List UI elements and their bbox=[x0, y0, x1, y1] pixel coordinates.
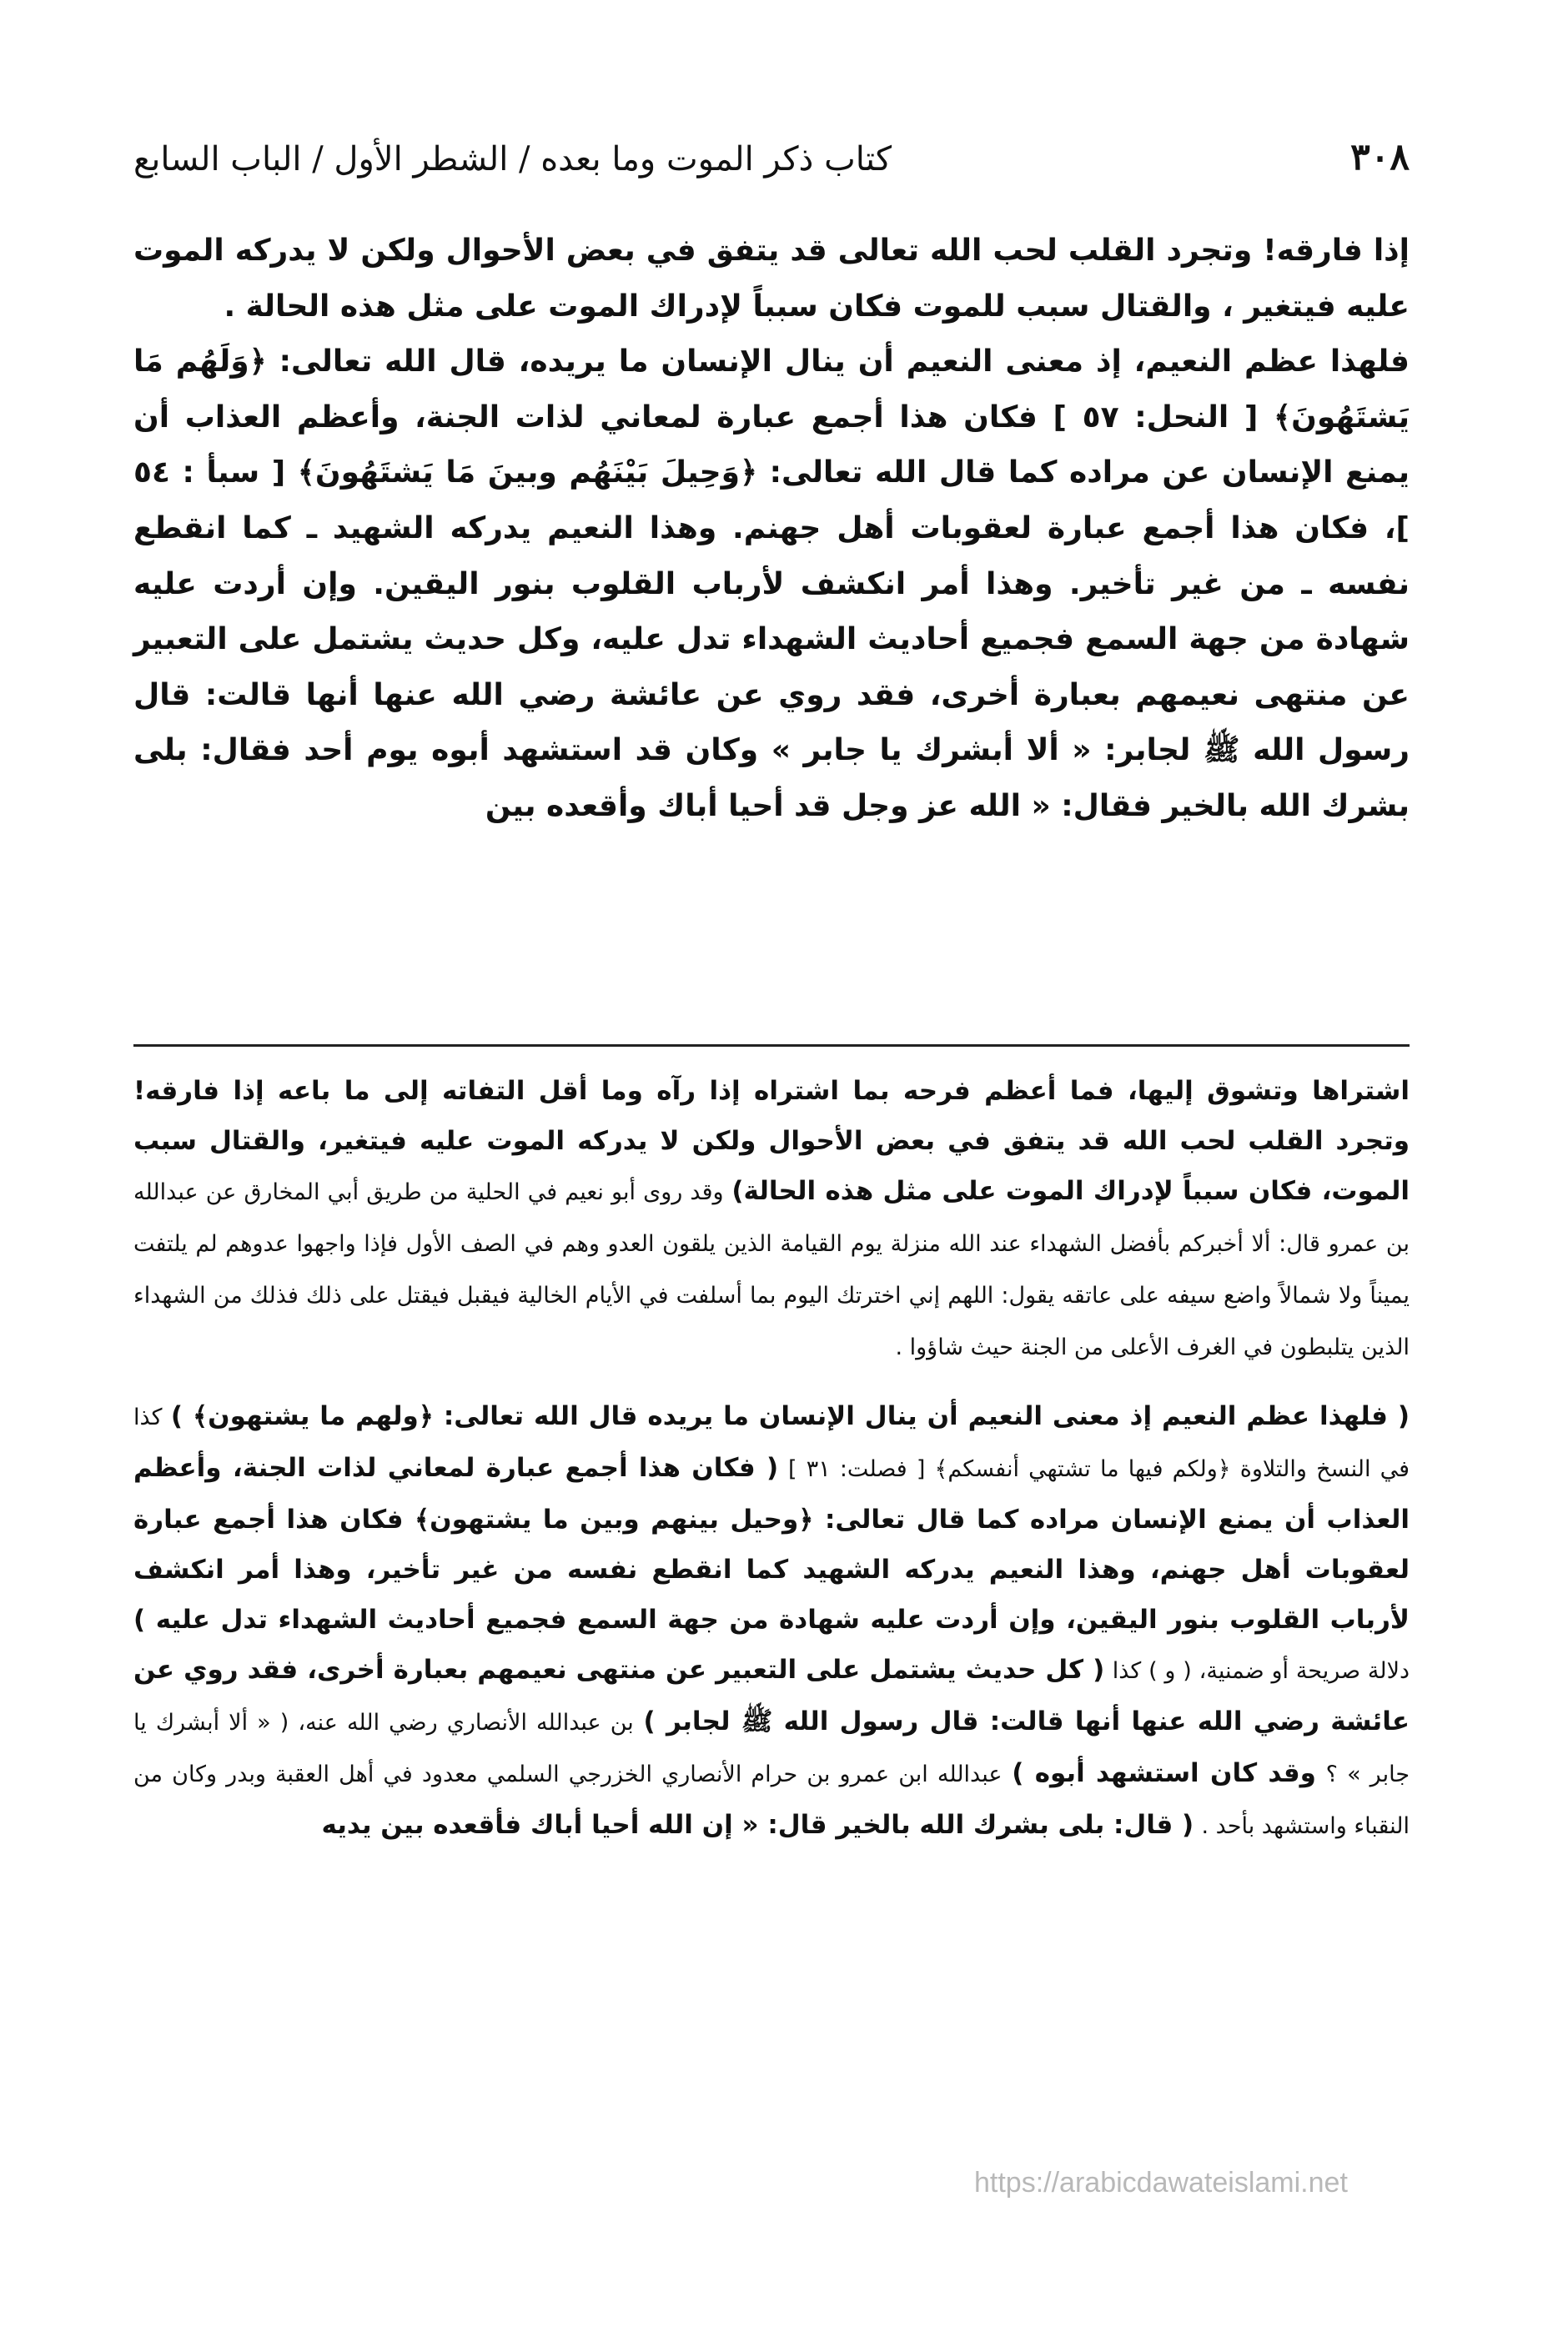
footnote-divider bbox=[133, 1044, 1410, 1047]
commentary-text: وقد روى أبو نعيم في الحلية من طريق أبي المخارق عن عبدالله بن عمرو قال: ألا أخبركم بأفضل الشهداء عند الله منزلة يوم القيامة الذين يلقون العدو وهم في الصف الأول فإذا واجهوا عدوهم لم يلتفت يميناً ولا شمالاً واضع سيفه على عاتقه يقول: اللهم إني اخترتك اليوم بما أسلفت في الأيام الخالية فيقبل فيقتل على ذلك فذلك من الشهداء الذين يتلبطون في الغرف الأعلى من الجنة حيث شاؤوا . bbox=[133, 1179, 1410, 1360]
page-number: ٣٠٨ bbox=[1350, 136, 1410, 178]
commentary-paragraph bbox=[133, 1391, 1410, 1852]
watermark-url: https://arabicdawateislami.net bbox=[974, 2167, 1348, 2199]
quoted-text: ( قال: بلى بشرك الله بالخير قال: « إن الله أحيا أباك فأقعده بين يديه bbox=[321, 1810, 1194, 1840]
quoted-text: ( فكان هذا أجمع عبارة لمعاني لذات الجنة، وأعظم العذاب أن يمنع الإنسان مراده كما قال تعالى: ﴿وحيل بينهم وبين ما يشتهون﴾ فكان هذا أجمع عبارة لعقوبات أهل جهنم، وهذا النعيم يدركه الشهيد كما انقطع نفسه من غير تأخير، وهذا أمر انكشف لأرباب القلوب بنور اليقين، وإن أردت عليه شهادة من جهة السمع فجميع أحاديث الشهداء تدل عليه ) bbox=[133, 1453, 1410, 1635]
running-title: كتاب ذكر الموت وما بعده / الشطر الأول / الباب السابع bbox=[133, 140, 892, 178]
commentary-section bbox=[133, 1066, 1410, 1870]
main-paragraph: فلهذا عظم النعيم، إذ معنى النعيم أن ينال الإنسان ما يريده، قال الله تعالى: ﴿وَلَهُم مَا يَشتَهُونَ﴾ [ النحل: ٥٧ ] فكان هذا أجمع عبارة لمعاني لذات الجنة، وأعظم العذاب أن يمنع الإنسان عن مراده كما قال الله تعالى: ﴿وَحِيلَ بَيْنَهُم وبينَ مَا يَشتَهُونَ﴾ [ سبأ : ٥٤ ]، فكان هذا أجمع عبارة لعقوبات أهل جهنم. وهذا النعيم يدركه الشهيد ـ كما انقطع نفسه ـ من غير تأخير. وهذا أمر انكشف لأرباب القلوب بنور اليقين. وإن أردت عليه شهادة من جهة السمع فجميع أحاديث الشهداء تدل عليه، وكل حديث يشتمل على التعبير عن منتهى نعيمهم بعبارة أخرى، فقد روي عن عائشة رضي الله عنها أنها قالت: قال رسول الله ﷺ لجابر: « ألا أبشرك يا جابر » وكان قد استشهد أبوه يوم أحد فقال: بلى بشرك الله بالخير فقال: « الله عز وجل قد أحيا أباك وأقعده بين bbox=[133, 344, 1410, 823]
book-page bbox=[133, 0, 1410, 2332]
commentary-text: دلالة صريحة أو ضمنية، ( و ) كذا bbox=[1112, 1658, 1410, 1684]
quoted-text: ( فلهذا عظم النعيم إذ معنى النعيم أن ينال الإنسان ما يريده قال الله تعالى: ﴿ولهم ما يشتهون﴾ ) bbox=[170, 1401, 1410, 1431]
commentary-text: كذا في النسخ والتلاوة ﴿ولكم فيها ما تشتهي أنفسكم﴾ [ فصلت: ٣١ ] bbox=[133, 1405, 1410, 1482]
quoted-text: ( كل حديث يشتمل على التعبير عن منتهى نعيمهم بعبارة أخرى، فقد روي عن عائشة رضي الله عنها أنها قالت: قال رسول الله ﷺ لجابر ) bbox=[133, 1655, 1410, 1736]
main-text bbox=[133, 224, 1410, 835]
commentary-text: بن عبدالله الأنصاري رضي الله عنه، ( « ألا أبشرك يا جابر » ؟ bbox=[133, 1710, 1410, 1787]
commentary-text: عبدالله ابن عمرو بن حرام الأنصاري الخزرجي السلمي معدود في أهل العقبة وبدر وكان من النقباء واستشهد بأحد . bbox=[133, 1762, 1410, 1839]
quoted-text: وقد كان استشهد أبوه ) bbox=[1012, 1758, 1316, 1788]
quoted-text: اشتراها وتشوق إليها، فما أعظم فرحه بما اشتراه إذا رآه وما أقل التفاته إلى ما باعه إذا فارقه! وتجرد القلب لحب الله قد يتفق في بعض الأحوال ولكن لا يدركه الموت عليه فيتغير، والقتال سبب الموت، فكان سبباً لإدراك الموت على مثل هذه الحالة) bbox=[133, 1076, 1410, 1206]
commentary-paragraph bbox=[133, 1066, 1410, 1373]
page-header bbox=[133, 118, 1410, 178]
main-paragraph: إذا فارقه! وتجرد القلب لحب الله تعالى قد يتفق في بعض الأحوال ولكن لا يدركه الموت عليه فيتغير ، والقتال سبب للموت فكان سبباً لإدراك الموت على مثل هذه الحالة . bbox=[133, 234, 1410, 324]
